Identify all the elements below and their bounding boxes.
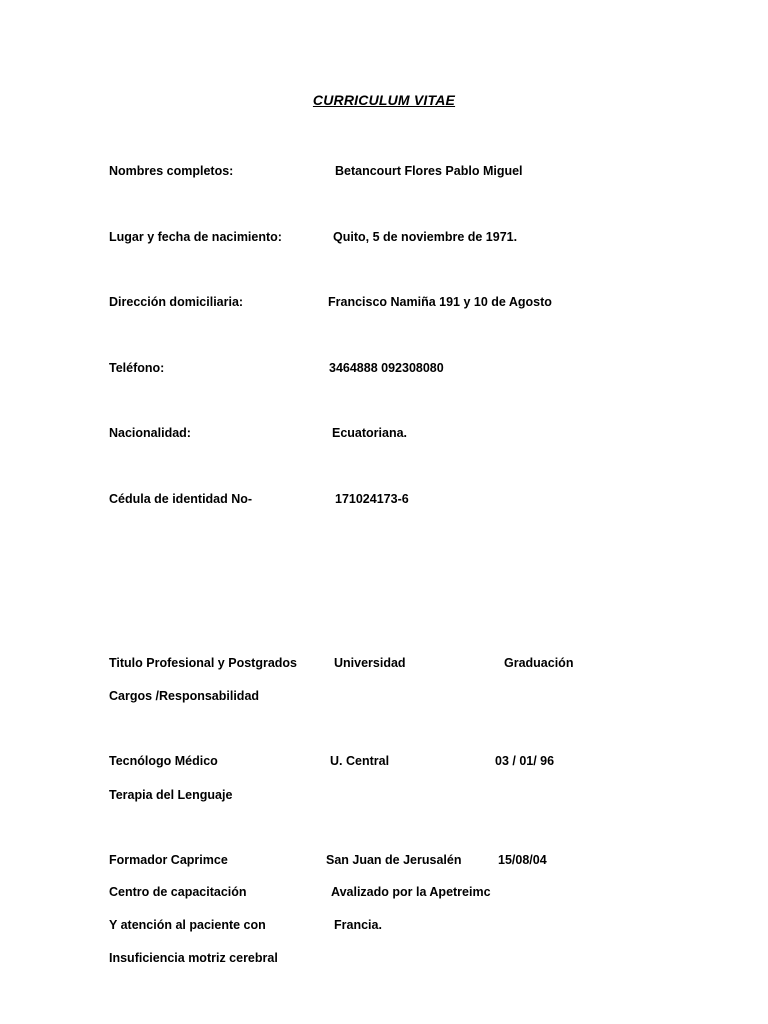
lugar-fecha-value: Quito, 5 de noviembre de 1971.	[333, 230, 518, 244]
cedula-label: Cédula de identidad No-	[109, 492, 253, 506]
entry-2-title-line-3: Y atención al paciente con	[109, 918, 266, 932]
entry-1-title: Tecnólogo Médico	[109, 754, 218, 768]
entry-2-date: 15/08/04	[498, 853, 547, 867]
direccion-value: Francisco Namiña 191 y 10 de Agosto	[328, 295, 552, 309]
nombres-value: Betancourt Flores Pablo Miguel	[335, 164, 523, 178]
entry-2-title-line-2: Centro de capacitación	[109, 885, 247, 899]
entry-1-institution: U. Central	[330, 754, 390, 768]
cedula-value: 171024173-6	[335, 492, 409, 506]
nacionalidad-label: Nacionalidad:	[109, 426, 191, 440]
header-graduacion: Graduación	[504, 656, 574, 670]
entry-2-title: Formador Caprimce	[109, 853, 228, 867]
direccion-label: Dirección domiciliaria:	[109, 295, 244, 309]
telefono-label: Teléfono:	[109, 361, 165, 375]
entry-1-date: 03 / 01/ 96	[495, 754, 555, 768]
entry-2-institution-line-2: Avalizado por la Apetreimc	[331, 885, 491, 899]
document-title: CURRICULUM VITAE	[312, 92, 456, 108]
nombres-label: Nombres completos:	[109, 164, 234, 178]
entry-2-title-line-4: Insuficiencia motriz cerebral	[109, 951, 278, 965]
header-universidad: Universidad	[334, 656, 406, 670]
entry-2-institution: San Juan de Jerusalén	[326, 853, 462, 867]
telefono-value: 3464888 092308080	[329, 361, 444, 375]
entry-2-institution-line-3: Francia.	[334, 918, 382, 932]
entry-1-subtitle: Terapia del Lenguaje	[109, 788, 233, 802]
header-cargos: Cargos /Responsabilidad	[109, 689, 260, 703]
header-titulo: Titulo Profesional y Postgrados	[109, 656, 297, 670]
lugar-fecha-label: Lugar y fecha de nacimiento:	[109, 230, 282, 244]
nacionalidad-value: Ecuatoriana.	[332, 426, 408, 440]
